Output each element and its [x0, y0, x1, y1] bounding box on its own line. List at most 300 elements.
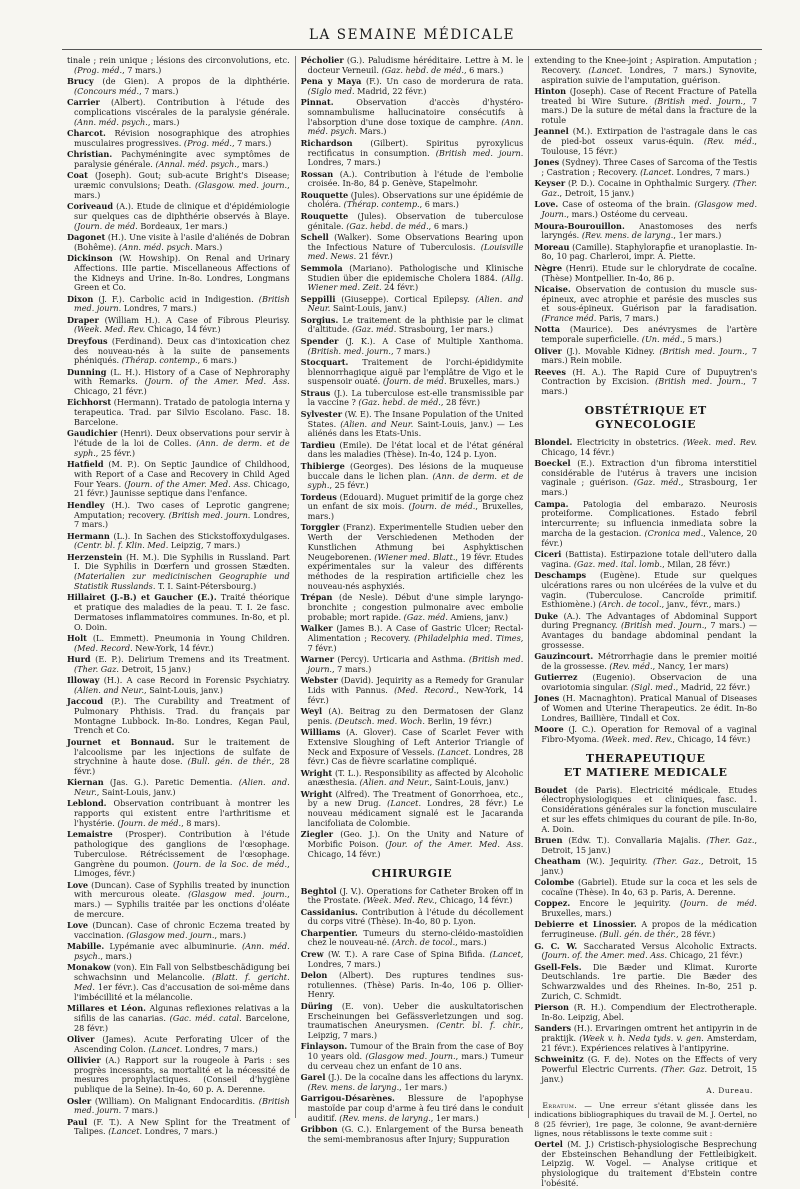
bibliography-entry	[534, 694, 757, 723]
entry-details: , 7 mars.)	[332, 663, 372, 674]
bibliography-entry	[534, 347, 757, 367]
entry-details: , Detroit, 15 janv.)	[541, 835, 758, 855]
bibliography-entry	[301, 264, 524, 293]
entry-author: Trépan	[300, 592, 333, 603]
entry-author: Warner	[300, 653, 334, 664]
entry-journal: (Louisville med. News.	[307, 241, 524, 262]
bibliography-entry	[534, 325, 757, 345]
entry-details: Paris, 7 mars.)	[596, 313, 659, 324]
entry-journal: (Alien. and. Neur.	[74, 777, 290, 798]
entry-text: (J. V.). Operations for Catheter Broken off in the Prostate.	[307, 885, 524, 906]
entry-details: , mars.)	[236, 158, 269, 169]
entry-text: Révision nosographique des atrophies musculaires progressives.	[74, 128, 290, 148]
entry-author: Walker	[300, 623, 333, 634]
entry-details: , 6 mars.)	[464, 64, 504, 75]
bibliography-entry	[301, 170, 524, 190]
bibliography-entry	[67, 98, 290, 127]
entry-text: A propos de la médication ferrugineuse.	[541, 919, 758, 940]
entry-journal: (British med. journ.	[307, 653, 524, 674]
entry-author: Ollivier	[67, 1054, 101, 1065]
bibliography-entry	[301, 295, 524, 315]
entry-author: Mabille.	[67, 941, 105, 952]
bibliography-entry	[67, 881, 290, 920]
entry-text: (Percy). Urticaria and Asthma.	[334, 653, 469, 664]
entry-text: (Joseph). Gout; sub-acute Bright's Disease; uræmic convulsions; Death.	[74, 170, 290, 190]
bibliography-entry	[67, 501, 290, 530]
entry-author: Pierson	[534, 1002, 569, 1013]
bibliography-entry	[67, 316, 290, 336]
entry-details: Bordeaux, 1er mars.)	[137, 220, 228, 231]
entry-details: , 8 mars).	[181, 817, 221, 828]
entry-journal: (Annal. méd. psych.	[155, 158, 237, 169]
entry-details: , 7 mars.) — Avantages du bandage abdominal pendant la grossesse.	[541, 620, 758, 650]
entry-author: Ciceri	[534, 548, 562, 559]
entry-text: (Edouard). Muguet primitif de la gorge chez un enfant de six mois.	[307, 491, 524, 512]
entry-details: Chicago, 21 févr.)	[74, 386, 147, 397]
entry-journal: (British med. journ.	[74, 1095, 290, 1116]
entry-text: Sur le traitement de l'alcoolisme par les injections de sulfate de strychnine à haute dose.	[74, 736, 290, 767]
entry-text: (G. F. de). Notes on the Effects of very Powerful Electric Currents.	[541, 1054, 758, 1074]
entry-text: (P. D.). Cocaine in Ophthalmic Surgery.	[565, 178, 733, 189]
entry-text: (Ferdinand). Deux cas d'intoxication chez des nouveau-nés à la suite de pansements phéniqués.	[74, 335, 290, 366]
bibliography-entry	[67, 1035, 290, 1055]
entry-text: Algunas reflexiones relativas a la sifilis de las canarias.	[74, 1003, 290, 1023]
entry-author: Richardson	[300, 137, 353, 148]
entry-author: Nègre	[534, 262, 563, 273]
entry-author: Webster	[300, 675, 338, 686]
bibliography-entry	[67, 171, 290, 200]
entry-details: Londres, 7 mars.)	[307, 958, 381, 969]
entry-author: Dreyfous	[67, 335, 108, 346]
entry-details: , mars.)	[455, 937, 487, 948]
entry-details: , 7 mars.)	[139, 85, 179, 96]
entry-text: Traitement de l'orchi-épididymite blennorrhagique aiguë par l'emplâtre de Vigo et le suspensoir ouaté.	[307, 356, 524, 387]
entry-journal: (Rev. mens. de laryng.	[581, 230, 674, 241]
entry-text: (A.). Etude de clinique et d'épidémiologie sur quelques cas de diphthérie observés à Blaye.	[74, 201, 290, 221]
entry-details: Chicago, 14 févr.)	[307, 848, 381, 859]
bibliography-entry	[534, 550, 757, 570]
bibliography-entry	[301, 790, 524, 829]
bibliography-entry	[67, 697, 290, 736]
bibliography-entry	[534, 878, 757, 898]
entry-author: Rossan	[300, 168, 334, 179]
entry-text: (G. C.). Enlargement of the Bursa beneath the semi-membranosus after Injury; Suppuration	[307, 1124, 524, 1144]
entry-details: , 19 févr. Etudes expérimentales sur la valeur des différents méthodes de la respiration artificielle chez les nouveau-nés asphyxiés.	[307, 551, 524, 591]
bibliography-entry	[67, 429, 290, 458]
entry-details: Amsterdam, 21 févr.). Expériences relatives à l'antipyrine.	[541, 1033, 758, 1053]
bibliography-entry	[301, 1125, 524, 1145]
entry-text: (J. C.). Operation for Removal of a vaginal Fibro-Myoma.	[541, 724, 758, 744]
entry-text: Traité théorique et pratique des maladies de la peau. T. I. 2e fasc. Dermatoses inflammatoires communes. In-8o, et pl. O. Doin.	[74, 592, 290, 632]
bibliography-entry	[534, 87, 757, 126]
entry-author: Herzenstein	[67, 551, 123, 562]
entry-journal: (Glasgow. med. journ.	[195, 179, 288, 190]
entry-journal: (Gaz. méd.	[352, 324, 397, 335]
entry-author: Hermann	[67, 530, 110, 541]
column-left	[62, 55, 296, 1137]
entry-journal: (Sigl. med.	[630, 682, 676, 693]
entry-details: Madrid, 22 févr.)	[354, 85, 427, 96]
entry-author: Eichhorst	[67, 397, 112, 408]
bibliography-entry	[534, 1024, 757, 1053]
entry-text: (A.). The Advantages of Abdominal Support during Pregnancy.	[541, 610, 758, 631]
entry-author: Dixon	[67, 293, 94, 304]
entry-details: , 6 mars.)	[419, 199, 459, 210]
bibliography-entry	[67, 963, 290, 1002]
bibliography-entry	[534, 438, 757, 458]
entry-author: Leblond.	[67, 798, 107, 809]
entry-text: Electricity in obstetrics.	[572, 436, 684, 447]
entry-details: , Milan, 28 févr.)	[662, 558, 731, 569]
entry-journal: (Deutsch. med. Woch.	[334, 715, 425, 726]
entry-details: , mars.)	[147, 116, 180, 127]
entry-author: Ziegler	[300, 829, 334, 840]
entry-details: , 7 mars.)	[232, 137, 272, 148]
bibliography-entry	[301, 1073, 524, 1093]
entry-journal: (British med. journ.	[168, 509, 251, 520]
column-middle	[296, 55, 530, 1144]
entry-journal: (Med. Record.	[394, 684, 457, 695]
bibliography-entry	[534, 222, 757, 242]
entry-author: Garel	[300, 1072, 326, 1083]
entry-text: (F.). Un caso de morderura de rata.	[361, 76, 524, 87]
entry-details: , Limoges, févr.)	[74, 858, 290, 879]
entry-author: Oliver	[534, 345, 562, 356]
entry-text: (Giuseppe). Cortical Epilepsy.	[335, 293, 476, 304]
entry-journal: (Gaz. med. ital. lomb.	[573, 558, 663, 569]
entry-journal: (Gaz. méd.	[633, 477, 681, 488]
bibliography-entry	[301, 493, 524, 522]
bibliography-entry	[67, 337, 290, 366]
bibliography-entry	[534, 127, 757, 156]
entry-author: Hinton	[534, 85, 567, 96]
entry-details: , Detroit, 15 janv.)	[541, 856, 758, 876]
entry-details: , Strasbourg, 1er mars.)	[541, 477, 758, 498]
entry-journal: (Materialien zur medicinischen Geographie und Statistik Russlands.	[74, 571, 290, 591]
entry-text: (Henri). Etude sur le chlorydrate de cocaïne. (Thèse) Montpellier. In-4o, 86 p.	[541, 262, 758, 283]
entry-author: Oertel	[534, 1138, 563, 1149]
entry-text: (Alfred). The Treatment of Gonorrhoea, etc., by a new Drug.	[307, 788, 524, 809]
entry-journal: (Gaz. méd.	[403, 611, 448, 622]
bibliography-entry	[534, 571, 757, 610]
bibliography-entry	[67, 593, 290, 632]
entry-details: , Saint-Louis, janv.)	[96, 787, 176, 798]
entry-journal: (Arch. de tocol.	[391, 937, 456, 948]
entry-details: Londres, 7 mars.)	[182, 1043, 258, 1054]
entry-author: Dagonet	[67, 231, 106, 242]
bibliography-columns	[62, 55, 762, 1188]
bibliography-entry	[301, 971, 524, 1000]
entry-text: (L. Emmett). Pneumonia in Young Children.	[86, 632, 290, 643]
entry-author: Finlayson.	[300, 1041, 348, 1052]
entry-author: Gaudichier	[67, 428, 118, 439]
bibliography-entry	[67, 460, 290, 499]
entry-journal: (Gaz. hebd. de méd.	[381, 64, 464, 75]
entry-text: (E. von). Ueber die auskultatorischen Erscheinungen bei Gefässverletzungen und sog. traumatischen Aneurysmen.	[307, 1000, 524, 1031]
entry-journal: (Glasgow med. Journ.	[541, 199, 758, 220]
entry-journal: (Centr. bl. f. chir.	[436, 1020, 521, 1031]
bibliography-entry	[301, 769, 524, 789]
entry-text: (W. Howship). On Renal and Urinary Affections. IIIe partie. Miscellaneous Affections of the Kidneys and Urine. In-8o. Londres, Longmans Green et Co.	[74, 253, 290, 293]
bibliography-entry	[534, 1140, 757, 1189]
entry-author: Moura-Bourouillon.	[534, 220, 625, 231]
entry-details: T. I. Saint-Pétersbourg.)	[155, 580, 257, 591]
bibliography-entry	[534, 942, 757, 962]
section-heading: CHIRURGIE	[371, 866, 453, 880]
entry-text: (Duncan). Case of Syphilis treated by inunction with mercurous oleate.	[74, 879, 290, 900]
bibliography-entry	[301, 56, 524, 76]
entry-author: Campa.	[534, 498, 569, 509]
bibliography-entry	[534, 1055, 757, 1084]
entry-journal: (Gac. méd. catal.	[169, 1012, 242, 1023]
entry-text: Observation de contusion du muscle sus-épineux, avec atrophie et parésie des muscles sus et sous-épineux. Guérison par la faradisation.	[541, 283, 758, 314]
entry-text: (T. L.). Responsibility as affected by Alcoholic anæsthesia.	[307, 767, 524, 788]
bibliography-entry	[67, 799, 290, 828]
entry-details: , 5 mars.)	[682, 334, 722, 345]
entry-author: Sylvester	[300, 408, 343, 419]
entry-text: (W.). Jequirity.	[580, 856, 653, 867]
entry-journal: (Lancet.	[588, 64, 623, 75]
bibliography-entry	[67, 233, 290, 253]
entry-author: Nicaise.	[534, 283, 571, 294]
entry-text: (Battista). Estirpazione totale dell'utero dalla vagina.	[541, 548, 758, 569]
entry-journal: (Journ. of. the Amer. med. Ass.	[541, 950, 668, 961]
entry-journal: (British. med. journ.	[307, 345, 391, 356]
entry-details: , mars.)	[214, 929, 247, 940]
entry-journal: (Glasgow med. journ.	[188, 889, 288, 900]
entry-details: , Bruxelles, mars.)	[307, 501, 524, 522]
entry-text: (Emile). De l'état local et de l'état général dans les maladies (Thèse). In-4o, 124 p. Lyon.	[307, 439, 524, 460]
entry-details: , 7 mars.)	[122, 64, 162, 75]
entry-text: Case of osteoma of the brain.	[558, 199, 695, 210]
entry-journal: (British med. Journ.	[654, 95, 744, 106]
entry-details: Chicago, 14 févr.)	[145, 324, 221, 335]
entry-text: (de Paris). Electricité médicale. Etudes électrophysiologiques et cliniques, fasc. 1. Considérations générales sur la fonction musculaire et sur les effets chimiques du courant de pile. In-8o, A. Doin.	[541, 784, 758, 834]
entry-author: Moreau	[534, 241, 570, 252]
entry-journal: (Journ. de méd.	[680, 898, 757, 909]
bibliography-entry	[534, 786, 757, 835]
entry-author: Moore	[534, 724, 564, 735]
entry-author: Crew	[300, 948, 324, 959]
entry-text: (H.). Une visite à l'asile d'aliénés de Dobran (Bohême).	[74, 231, 290, 252]
entry-text: (James B.). A Case of Gastric Ulcer; Rectal-Alimentation ; Recovery.	[307, 623, 524, 643]
page-title: LA SEMAINE MÉDICALE	[308, 27, 516, 43]
entry-text: (A.). Contribution à l'étude de l'embolie croisée. In-8o, 84 p. Genève, Stapelmohr.	[307, 168, 524, 189]
entry-author: Coat	[67, 170, 88, 181]
entry-details: 21 févr.)	[356, 251, 393, 262]
entry-author: Carrier	[67, 97, 100, 108]
entry-journal: (Rev. méd.	[703, 136, 755, 147]
bibliography-entry	[301, 441, 524, 461]
bibliography-entry	[67, 778, 290, 798]
entry-author: Tordeus	[300, 491, 337, 502]
bibliography-entry	[301, 358, 524, 387]
entry-details: , janv., févr., mars.)	[661, 599, 741, 610]
bibliography-entry	[67, 1118, 290, 1138]
entry-details: Londres, 7 mars.)	[142, 1126, 218, 1137]
entry-journal: (Ther. Gaz.	[541, 178, 758, 199]
entry-journal: (Rev. mens. de laryng.	[339, 1112, 431, 1123]
entry-journal: (Journ. de méd.	[382, 376, 447, 387]
entry-text: (H.). A case Record in Forensic Psychiatry.	[99, 675, 290, 686]
entry-text: (L. H.). History of a Case of Nephroraphy with Remarks.	[74, 366, 290, 387]
entry-journal: (British med. Journ.	[655, 376, 744, 387]
entry-text: (Geo. J.). On the Unity and Nature of Morbific Poison.	[307, 829, 524, 850]
bibliography-entry	[301, 462, 524, 491]
entry-text: (Prosper). Contribution à l'étude pathologique des ganglions de l'œsophage. Tuberculose. Rétrécissement de l'œsophage. Gangrène du poumon.	[74, 829, 290, 869]
bibliography-entry	[67, 634, 290, 654]
bibliography-entry	[534, 200, 757, 220]
bibliography-entry	[301, 707, 524, 727]
entry-author: Kiernan	[67, 777, 104, 788]
entry-author: Notta	[534, 324, 560, 335]
entry-details: Londres, 28 févr.) Cas de fièvre scarlatine compliqué.	[307, 746, 524, 767]
bibliography-entry	[534, 158, 757, 178]
entry-journal: (Journ. de méd.	[74, 220, 138, 231]
entry-details: Londres, 28 févr.) Le nouveau médicament signalé est le Jacaranda lancifoliata de Colombie.	[307, 798, 524, 828]
entry-text: Observation d'accès d'hystéro-somnambulisme hallucinatoire consécutifs à l'absorption d'une dose toxique de camphre.	[307, 97, 524, 127]
entry-author: Charcot.	[67, 128, 106, 139]
entry-details: , 7 mars.) Rein mobile.	[541, 345, 758, 366]
entry-journal: (Week. med. Rev.	[601, 733, 673, 744]
entry-details: Barcelone, 28 févr.)	[74, 1012, 290, 1033]
bibliography-entry	[301, 830, 524, 859]
entry-journal: (Med. Record.	[74, 642, 133, 653]
entry-details: Detroit, 15 janv.)	[118, 663, 191, 674]
entry-journal: (Lancet.	[148, 1043, 183, 1054]
bibliography-entry	[301, 624, 524, 653]
bibliography-entry	[67, 1097, 290, 1117]
entry-author: Thibierge	[300, 460, 345, 471]
entry-text: (William H.). A Case of Fibrous Pleurisy.	[98, 314, 290, 325]
bibliography-entry	[301, 191, 524, 211]
entry-details: Strasbourg, 1er mars.)	[396, 324, 494, 335]
bibliography-entry	[534, 56, 757, 85]
entry-journal: (Concours méd.	[74, 85, 140, 96]
bibliography-entry	[67, 150, 290, 170]
entry-author: Hillairet (J.-B.) et Gaucher (E.).	[67, 592, 217, 603]
erratum-lead: Erratum.	[542, 1101, 578, 1111]
bibliography-entry	[301, 887, 524, 907]
entry-details: Bruxelles, mars.)	[446, 376, 520, 387]
entry-journal: (Journ. de la Soc. de méd.	[172, 858, 288, 869]
entry-details: 1er févr.). Cas d'accusation de soi-même dans l'imbécillité et la mélancolie.	[74, 981, 290, 1002]
entry-details: , 7 mars.)	[541, 376, 758, 397]
entry-details: , Leipzig, 7 mars.)	[307, 1020, 524, 1040]
bibliography-entry	[534, 963, 757, 1002]
bibliography-entry	[67, 738, 290, 777]
entry-author: Coppez.	[534, 898, 571, 909]
entry-details: Mars.)	[356, 126, 387, 137]
entry-details: Londres, 7 mars.)	[673, 167, 750, 178]
entry-author: Tardieu	[300, 439, 336, 450]
entry-author: Christian.	[67, 149, 113, 160]
entry-text: (Gabriel). Etude sur la coca et les sels de cocaïne (Thèse). In 4o, 63 p. Paris, A. Derenne.	[541, 877, 758, 897]
entry-details: , Nancy, 1er mars)	[652, 660, 729, 671]
entry-details: Saint-Louis, janv.)	[330, 303, 407, 314]
entry-details: Londres, 7 mars.)	[74, 509, 290, 530]
bibliography-entry	[301, 98, 524, 137]
bibliography-entry	[534, 500, 757, 549]
entry-journal: (Ann. méd. psych.	[307, 116, 524, 137]
bibliography-entry	[301, 337, 524, 357]
entry-text: (A). Beitrag zu den Dermatosen der Glanz penis.	[307, 705, 524, 726]
entry-journal: (Blatt. f. gericht. Med.	[74, 972, 290, 992]
entry-text: (H. A.). The Rapid Cure of Dupuytren's Contraction by Excision.	[541, 366, 758, 387]
entry-text: (E.). Extraction d'un fibroma interstitiel considérable de l'utérus à travers une incision vaginale ; guérison.	[541, 457, 758, 488]
bibliography-entry	[67, 830, 290, 879]
entry-text: Lypémanie avec albuminurie.	[104, 941, 242, 952]
entry-journal: (Cronica med.	[644, 527, 704, 538]
entry-journal: (Centr. bl. f. Klin. Med.	[74, 540, 169, 551]
bibliography-entry	[301, 676, 524, 705]
entry-author: Sanders	[534, 1023, 572, 1034]
entry-author: Rouquette	[300, 210, 349, 221]
entry-author: Torggler	[300, 522, 340, 533]
entry-details: , Detroit, 15 janv.)	[559, 188, 634, 199]
section-heading: OBSTÉTRIQUE ET GYNECOLOGIE	[584, 403, 707, 431]
entry-details: , 7 mars.) De la suture de métal dans la fracture de la rotule	[541, 95, 758, 126]
entry-details: Leipzig, 7 mars.)	[168, 540, 241, 551]
erratum-text: — Une erreur s'étant glissée dans les indications bibliographiques du travail de M. J. Oertel, no 8 (25 février), 1re page, 3e colonne, 9e avant-dernière lignes, nous rétablissons le texte comme suit :	[534, 1101, 758, 1138]
entry-details: , mars.) Ostéome du cerveau.	[566, 209, 688, 220]
entry-journal: (Ann. méd. psych.	[118, 241, 193, 252]
entry-text: (G.). Paludisme héréditaire. Lettre à M. le docteur Verneuil.	[307, 55, 524, 75]
entry-author: Garrigou-Désarènes.	[300, 1093, 395, 1104]
entry-journal: (Alien. and Neur.	[74, 684, 145, 695]
bibliography-entry	[67, 921, 290, 941]
bibliography-entry	[534, 612, 757, 651]
entry-author: Gutierrez	[534, 672, 578, 683]
entry-author: Wright	[300, 788, 333, 799]
erratum-note	[534, 1101, 757, 1138]
entry-author: Jones	[534, 157, 560, 168]
entry-author: Coriveaud	[67, 201, 113, 212]
entry-author: Boeckel	[534, 457, 571, 468]
entry-text: (Eugène). Etude sur quelques ulcérations rares ou non ulcérées de la vulve et du vagin. (Tuberculose. Cancroïde primitif. Esthiomène.)	[541, 570, 758, 610]
entry-journal: (Journ. de méd.	[117, 817, 182, 828]
bibliography-entry	[534, 285, 757, 324]
entry-author: Rouquette	[300, 189, 349, 200]
entry-author: Williams	[300, 727, 341, 737]
entry-journal: (Week. Med. Rev.	[74, 324, 146, 335]
entry-author: Dickinson	[67, 253, 113, 263]
bibliography-entry	[67, 254, 290, 293]
entry-details: Amiens, janv.)	[447, 611, 509, 622]
entry-author: Deschamps	[534, 570, 587, 580]
entry-text: Blessure de l'apophyse mastoïde par coup d'arme à feu tiré dans le conduit auditif.	[307, 1093, 524, 1123]
bibliography-entry	[67, 1004, 290, 1033]
entry-journal: (Ther. Gaz.	[74, 663, 119, 674]
entry-author: Pécholier	[300, 55, 344, 65]
entry-journal: (Lancet.	[387, 798, 422, 809]
entry-author: Pena y Maya	[300, 76, 362, 87]
entry-text: (H.). Ervaringen omtrent het antipyrin in de praktijk.	[541, 1023, 758, 1044]
entry-text: (James). Acute Perforating Ulcer of the Ascending Colon.	[74, 1033, 290, 1054]
entry-journal: (British med. journ.	[74, 293, 290, 314]
entry-details: , mars.) — Syphilis traitée par les onctions d'oléate de mercure.	[74, 889, 290, 919]
entry-text: (H. Macnaghton). Pratical Manual of Diseases of Women and Uterine Therapeutics. 2e édit. In-8o Londres, Baillière, Tindall et Cox.	[541, 693, 758, 723]
entry-text: (Gilbert). Spiritus pyroxylicus rectificatus in consumption.	[307, 137, 524, 158]
entry-author: Jeannel	[534, 126, 569, 137]
entry-journal: (Arch. de tocol.	[598, 599, 662, 610]
entry-journal: (British med. Journ.	[621, 620, 705, 631]
entry-text: (von). Ein Fall von Selbstbeschädigung bei schwachsinn und Melancolie.	[74, 962, 290, 983]
bibliography-entry	[534, 1003, 757, 1023]
bibliography-entry	[301, 523, 524, 591]
entry-journal: (Ann. méd. psych.	[74, 116, 148, 127]
entry-text: (M. J.) Cristisch-physiologische Besprechung der Ebsteinschen Behandlung der Fettleibigkeit. Leipzig. W. Vogel. — Analyse critique et physiologique du traitement d'Ebstein contre l'obésité.	[541, 1138, 758, 1188]
